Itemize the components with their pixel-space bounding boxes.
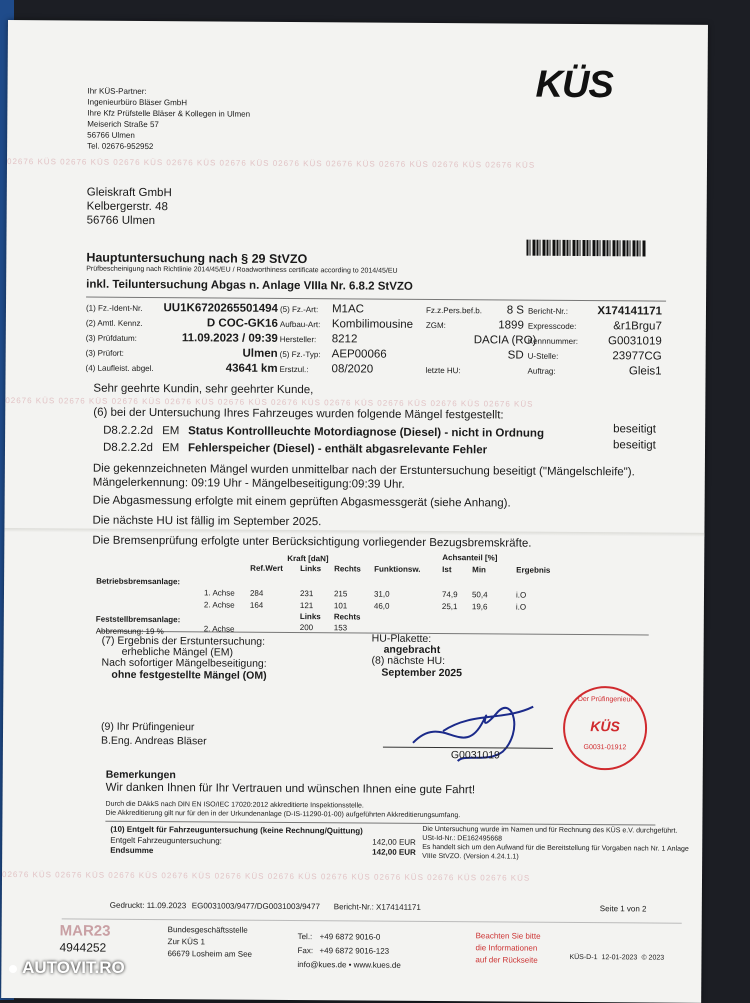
- fax-value: +49 6872 9016-123: [319, 946, 389, 955]
- vehicle-label: (3) Prüfdatum:: [86, 334, 137, 343]
- result-after-value: ohne festgestellte Mängel (OM): [111, 669, 266, 682]
- title-exhaust: inkl. Teiluntersuchung Abgas n. Anlage VIIIa Nr. 6.8.2 StVZO: [86, 279, 413, 293]
- partner-label: Ihr KÜS-Partner:: [87, 87, 146, 96]
- web-address: info@kues.de • www.kues.de: [297, 960, 400, 970]
- result-first-value: erhebliche Mängel (EM): [122, 646, 234, 659]
- defect-class: EM: [162, 442, 179, 454]
- result-first-label: (7) Ergebnis der Erstuntersuchung:: [102, 635, 266, 648]
- next-hu-value: September 2025: [381, 667, 462, 680]
- vehicle-label: Hersteller:: [280, 335, 317, 344]
- brake-axle: 2. Achse: [204, 624, 235, 633]
- watermark-text: AUTOVIT.RO: [22, 958, 125, 977]
- paragraph: Mängelerkennung: 09:19 Uhr - Mängelbeseitigung:09:39 Uhr.: [93, 477, 405, 491]
- brake-column-header: Ist: [442, 565, 451, 574]
- greeting: Sehr geehrte Kundin, sehr geehrter Kunde,: [93, 383, 313, 397]
- copyright: © 2023: [641, 954, 664, 961]
- notice-line: auf der Rückseite: [475, 955, 537, 964]
- divider: [86, 297, 666, 302]
- vehicle-value: 1899: [474, 319, 524, 331]
- print-date: Gedruckt: 11.09.2023: [110, 901, 186, 911]
- inspection-certificate: [1, 20, 708, 1003]
- brake-section-label: Feststellbremsanlage:: [96, 615, 181, 625]
- vehicle-label: Auftrag:: [528, 367, 556, 376]
- security-band: 02676 KÜS 02676 KÜS 02676 KÜS 02676 KÜS 02676 KÜS 02676 KÜS 02676 KÜS 02676 KÜS 02676 KÜS 02676 KÜS: [5, 396, 705, 415]
- fees-note: Es handelt sich um den Aufwand für die Bereitstellung für Vorgaben nach Nr. 1 Anlage: [422, 844, 689, 853]
- fees-note: USt-Id-Nr.: DE162495668: [422, 835, 502, 843]
- paragraph: Die Bremsenprüfung erfolgte unter Berücksichtigung vorliegender Bezugsbremskräfte.: [92, 535, 531, 550]
- vehicle-label: (1) Fz.-Ident-Nr.: [86, 304, 143, 313]
- official-stamp: [563, 686, 648, 771]
- vehicle-label: Erstzul.:: [280, 365, 309, 374]
- defect-text: Fehlerspeicher (Diesel) - enthält abgasrelevante Fehler: [188, 442, 487, 456]
- security-band: 02676 KÜS 02676 KÜS 02676 KÜS 02676 KÜS 02676 KÜS 02676 KÜS 02676 KÜS 02676 KÜS 02676 KÜS 02676 KÜS: [7, 157, 707, 176]
- vehicle-value: M1AC: [332, 303, 364, 315]
- vehicle-label: Kennnummer:: [528, 337, 578, 346]
- office-line: Bundesgeschäftsstelle: [168, 925, 248, 935]
- brake-section-label: Betriebsbremsanlage:: [96, 577, 180, 587]
- watermark-dot-icon: [9, 965, 17, 973]
- defect-text: Status Kontrollleuchte Motordiagnose (Diesel) - nicht in Ordnung: [188, 425, 544, 439]
- vehicle-value: X174141171: [582, 305, 662, 318]
- vehicle-value: Ulmen: [156, 347, 278, 360]
- fees-note: VIIIe StVZO. (Version 4.24.1.1): [422, 853, 519, 861]
- recipient-line: Kelbergerstr. 48: [87, 201, 168, 214]
- defects-intro: (6) bei der Untersuchung Ihres Fahrzeuges wurden folgende Mängel festgestellt:: [93, 407, 503, 422]
- result-after-label: Nach sofortiger Mängelbeseitigung:: [101, 657, 266, 670]
- brake-cell: 231: [300, 589, 313, 598]
- print-report: Bericht-Nr.: X174141171: [334, 902, 421, 912]
- office-line: Zur KÜS 1: [168, 937, 205, 946]
- vehicle-label: (2) Amtl. Kennz.: [86, 319, 143, 328]
- remarks-text: Wir danken Ihnen für Ihr Vertrauen und wünschen Ihnen eine gute Fahrt!: [106, 782, 476, 797]
- brake-column-header: Ergebnis: [516, 566, 550, 575]
- page-title: Hauptuntersuchung nach § 29 StVZO: [86, 251, 307, 267]
- defect-code: D8.2.2.2d: [103, 442, 153, 454]
- kues-logo: KÜS: [535, 64, 613, 108]
- brake-column-header: Funktionsw.: [374, 565, 420, 574]
- brake-cell: 74,9: [442, 590, 458, 599]
- vehicle-value: Kombilimousine: [332, 318, 413, 331]
- vehicle-value: G0031019: [582, 335, 662, 348]
- vehicle-value: 8 S: [474, 304, 524, 316]
- plakette-value: angebracht: [384, 644, 441, 656]
- vehicle-label: (5) Fz.-Typ:: [280, 350, 321, 359]
- next-hu-label: (8) nächste HU:: [371, 655, 445, 668]
- signature-id: G0031019: [451, 749, 500, 761]
- paragraph: Die gekennzeichneten Mängel wurden unmittelbar nach der Erstuntersuchung beseitigt ("Mängelschleife").: [93, 463, 635, 479]
- defect-status: beseitigt: [613, 423, 656, 435]
- receipt-stamp-month: MAR23: [60, 922, 111, 939]
- vehicle-value: 8212: [332, 333, 358, 345]
- vehicle-value: 08/2020: [332, 363, 374, 375]
- brake-column-header: Rechts: [334, 564, 361, 573]
- defect-class: EM: [162, 425, 179, 437]
- vehicle-value: D COC-GK16: [156, 317, 278, 330]
- vehicle-value: UU1K6720265501494: [156, 302, 278, 315]
- page-subtitle: Prüfbescheinigung nach Richtlinie 2014/45/EU / Roadworthiness certificate according to 2014/45/EU: [86, 266, 397, 275]
- vehicle-label: letzte HU:: [426, 366, 461, 375]
- barcode: [526, 240, 646, 257]
- brake-axle: 1. Achse: [204, 588, 235, 597]
- notice-line: die Informationen: [476, 943, 538, 952]
- vehicle-label: Aufbau-Art:: [280, 320, 321, 329]
- vehicle-label: Expresscode:: [528, 322, 577, 331]
- partner-line: Meiserich Straße 57: [87, 120, 159, 129]
- vehicle-label: (5) Fz.-Art:: [280, 305, 318, 314]
- brake-cell: 200: [300, 623, 313, 632]
- recipient-line: 56766 Ulmen: [87, 215, 155, 227]
- tel-label: Tel.:: [298, 932, 313, 941]
- brake-cell: 284: [250, 589, 263, 598]
- vehicle-label: Fz.z.Pers.bef.b.: [426, 306, 482, 315]
- brake-cell: 31,0: [374, 590, 390, 599]
- brake-cell: 19,6: [472, 602, 488, 611]
- print-code: EG0031003/9477/DG0031003/9477: [192, 901, 320, 911]
- office-line: 66679 Losheim am See: [167, 949, 252, 959]
- brake-cell: 25,1: [442, 602, 458, 611]
- brake-column-header: Min: [472, 565, 486, 574]
- watermark-logo: [8, 958, 125, 978]
- fees-line1-value: 142,00 EUR: [372, 838, 416, 847]
- vehicle-label: (3) Prüfort:: [86, 349, 124, 358]
- brake-header: Achsanteil [%]: [442, 553, 497, 562]
- vehicle-label: U-Stelle:: [528, 352, 559, 361]
- brake-cell: 164: [250, 601, 263, 610]
- remarks-title: Bemerkungen: [106, 769, 176, 781]
- brake-column-header: Links: [300, 564, 321, 573]
- form-date: 12-01-2023: [601, 954, 637, 961]
- divider: [62, 918, 682, 923]
- tel-value: +49 6872 9016-0: [320, 932, 381, 941]
- brake-column-header: Rechts: [334, 612, 361, 621]
- defect-code: D8.2.2.2d: [103, 425, 153, 437]
- vehicle-value: 43641 km: [156, 362, 278, 375]
- recipient-line: Gleiskraft GmbH: [87, 187, 172, 200]
- vehicle-value: 11.09.2023 / 09:39: [156, 332, 278, 345]
- engineer-label: (9) Ihr Prüfingenieur: [101, 721, 194, 734]
- fax-label: Fax:: [297, 946, 313, 955]
- vehicle-value: Gleis1: [582, 365, 662, 378]
- partner-line: Ihre Kfz Prüfstelle Bläser & Kollegen in Ulmen: [87, 109, 250, 119]
- brake-cell: 101: [334, 601, 347, 610]
- stamp-logo: KÜS: [565, 718, 645, 735]
- brake-axle: 2. Achse: [204, 600, 235, 609]
- brake-cell: 121: [300, 601, 313, 610]
- receipt-stamp-number: 4944252: [59, 940, 106, 954]
- accreditation-line: Durch die DAkkS nach DIN EN ISO/IEC 17020:2012 akkreditierte Inspektionsstelle.: [106, 801, 364, 810]
- brake-cell: 46,0: [374, 602, 390, 611]
- brake-abbremsung: Abbremsung: 19 %: [96, 627, 164, 636]
- vehicle-value: &r1Brgu7: [582, 320, 662, 333]
- brake-cell: i.O: [516, 603, 526, 612]
- vehicle-label: ZGM:: [426, 321, 446, 330]
- fees-note: Die Untersuchung wurde im Namen und für Rechnung des KÜS e.V. durchgeführt.: [422, 826, 677, 835]
- fees-line2-value: 142,00 EUR: [372, 848, 416, 857]
- engineer-name: B.Eng. Andreas Bläser: [101, 735, 207, 748]
- partner-line: 56766 Ulmen: [87, 131, 135, 140]
- brake-cell: 153: [334, 623, 347, 632]
- brake-column-header: Ref.Wert: [250, 564, 283, 573]
- security-band: 02676 KÜS 02676 KÜS 02676 KÜS 02676 KÜS 02676 KÜS 02676 KÜS 02676 KÜS 02676 KÜS 02676 KÜS 02676 KÜS: [2, 870, 702, 889]
- brake-header: Kraft [daN]: [287, 554, 328, 563]
- brake-cell: 50,4: [472, 590, 488, 599]
- fees-line1-label: Entgelt Fahrzeuguntersuchung:: [110, 836, 222, 846]
- paragraph: Die Abgasmessung erfolgte mit einem geprüften Abgasmessgerät (siehe Anhang).: [93, 495, 511, 510]
- fees-title: (10) Entgelt für Fahrzeuguntersuchung (keine Rechnung/Quittung): [110, 825, 363, 836]
- brake-cell: 215: [334, 589, 347, 598]
- page-number: Seite 1 von 2: [600, 904, 647, 913]
- brake-cell: i.O: [516, 591, 526, 600]
- vehicle-label: (4) Laufleist. abgel.: [86, 364, 154, 373]
- vehicle-value: DACIA (RO): [474, 334, 524, 346]
- fees-line2-label: Endsumme: [110, 846, 153, 855]
- brake-column-header: Links: [300, 612, 321, 621]
- stamp-id: G0031-01912: [565, 744, 645, 752]
- plakette-label: HU-Plakette:: [372, 633, 432, 645]
- defect-status: beseitigt: [613, 439, 656, 451]
- vehicle-value: SD: [474, 349, 524, 361]
- vehicle-value: 23977CG: [582, 350, 662, 363]
- vehicle-value: AEP00066: [332, 348, 387, 360]
- form-id: KÜS-D-1: [569, 954, 597, 961]
- notice-line: Beachten Sie bitte: [476, 931, 541, 940]
- stamp-top: Der Prüfingenieur: [565, 696, 645, 704]
- vehicle-label: Bericht-Nr.:: [528, 307, 568, 316]
- accreditation-line: Die Akkreditierung gilt nur für den in der Urkundenanlage (D-IS-11290-01-00) aufgeführten Akkreditierungsumfang.: [105, 810, 460, 819]
- paragraph: Die nächste HU ist fällig im September 2025.: [92, 515, 321, 529]
- partner-line: Tel. 02676-952952: [87, 142, 153, 151]
- partner-line: Ingenieurbüro Bläser GmbH: [87, 98, 187, 108]
